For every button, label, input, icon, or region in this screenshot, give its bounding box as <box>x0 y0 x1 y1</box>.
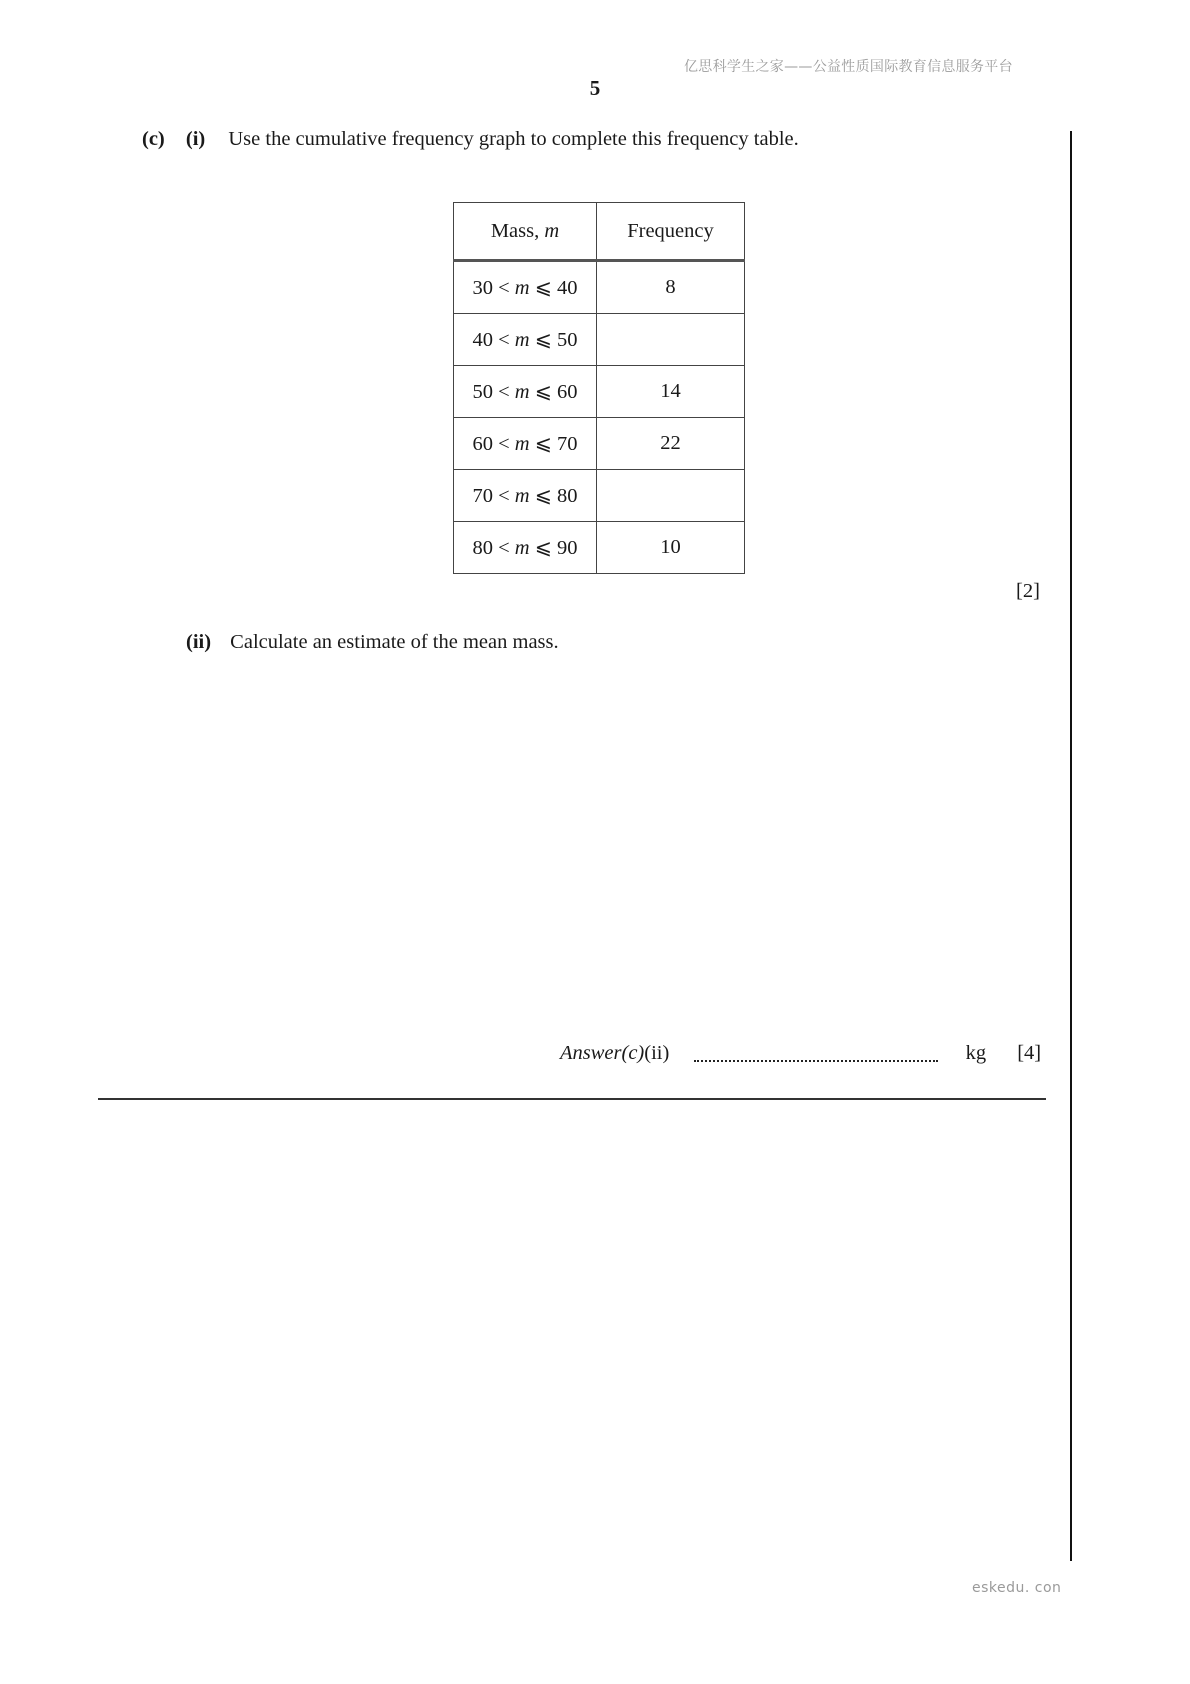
mass-interval <box>454 366 597 418</box>
header-mass <box>454 203 597 261</box>
header-mass-text: Mass, <box>490 219 545 242</box>
answer-unit: kg <box>965 1042 987 1064</box>
interval-var: m <box>514 433 530 455</box>
frequency-cell: 8 <box>597 261 745 314</box>
answer-label-suffix: (ii) <box>644 1042 670 1064</box>
interval-high: ⩽ 90 <box>534 537 578 559</box>
mass-interval <box>454 261 597 314</box>
page-number: 5 <box>589 76 601 100</box>
frequency-cell: 22 <box>597 418 745 470</box>
interval-low: 30 < <box>472 277 510 299</box>
frequency-table <box>453 202 745 574</box>
table-row <box>454 314 745 366</box>
section-divider <box>98 1098 1046 1100</box>
header-watermark: 亿思科学生之家——公益性质国际教育信息服务平台 <box>684 59 1013 75</box>
interval-high: ⩽ 70 <box>534 433 578 455</box>
answer-input-dots[interactable] <box>694 1046 938 1062</box>
answer-line <box>560 1042 1041 1065</box>
question-c-ii <box>186 631 559 654</box>
interval-high: ⩽ 80 <box>534 485 578 507</box>
table-header-row <box>454 203 745 261</box>
mass-interval <box>454 418 597 470</box>
interval-var: m <box>514 329 530 351</box>
interval-low: 60 < <box>472 433 510 455</box>
frequency-cell: 14 <box>597 366 745 418</box>
mass-interval <box>454 470 597 522</box>
question-c-ii-text: Calculate an estimate of the mean mass. <box>230 631 559 653</box>
interval-high: ⩽ 40 <box>534 277 578 299</box>
mass-interval <box>454 522 597 574</box>
interval-var: m <box>514 381 530 403</box>
marks-c-ii: [4] <box>1017 1042 1042 1064</box>
table-row <box>454 418 745 470</box>
table-row <box>454 261 745 314</box>
frequency-cell: 10 <box>597 522 745 574</box>
footer-watermark: eskedu. con <box>972 1580 1062 1596</box>
interval-high: ⩽ 60 <box>534 381 578 403</box>
table-row <box>454 522 745 574</box>
table-row <box>454 366 745 418</box>
interval-var: m <box>514 485 530 507</box>
sub-label-ii: (ii) <box>186 631 212 653</box>
table-row <box>454 470 745 522</box>
interval-low: 80 < <box>472 537 510 559</box>
mass-interval <box>454 314 597 366</box>
header-frequency: Frequency <box>597 203 745 261</box>
header-mass-var: m <box>544 219 560 242</box>
interval-low: 40 < <box>472 329 510 351</box>
part-label-c: (c) <box>142 128 165 150</box>
question-c-i <box>142 128 799 151</box>
frequency-cell-blank[interactable] <box>597 470 745 522</box>
interval-low: 70 < <box>472 485 510 507</box>
interval-var: m <box>514 277 530 299</box>
interval-high: ⩽ 50 <box>534 329 578 351</box>
right-margin-rule <box>1070 131 1072 1561</box>
question-c-i-text: Use the cumulative frequency graph to complete this frequency table. <box>228 128 799 150</box>
interval-low: 50 < <box>472 381 510 403</box>
frequency-cell-blank[interactable] <box>597 314 745 366</box>
answer-label: Answer(c) <box>560 1042 645 1064</box>
sub-label-i: (i) <box>185 128 206 150</box>
marks-c-i: [2] <box>1016 580 1040 602</box>
interval-var: m <box>514 537 530 559</box>
